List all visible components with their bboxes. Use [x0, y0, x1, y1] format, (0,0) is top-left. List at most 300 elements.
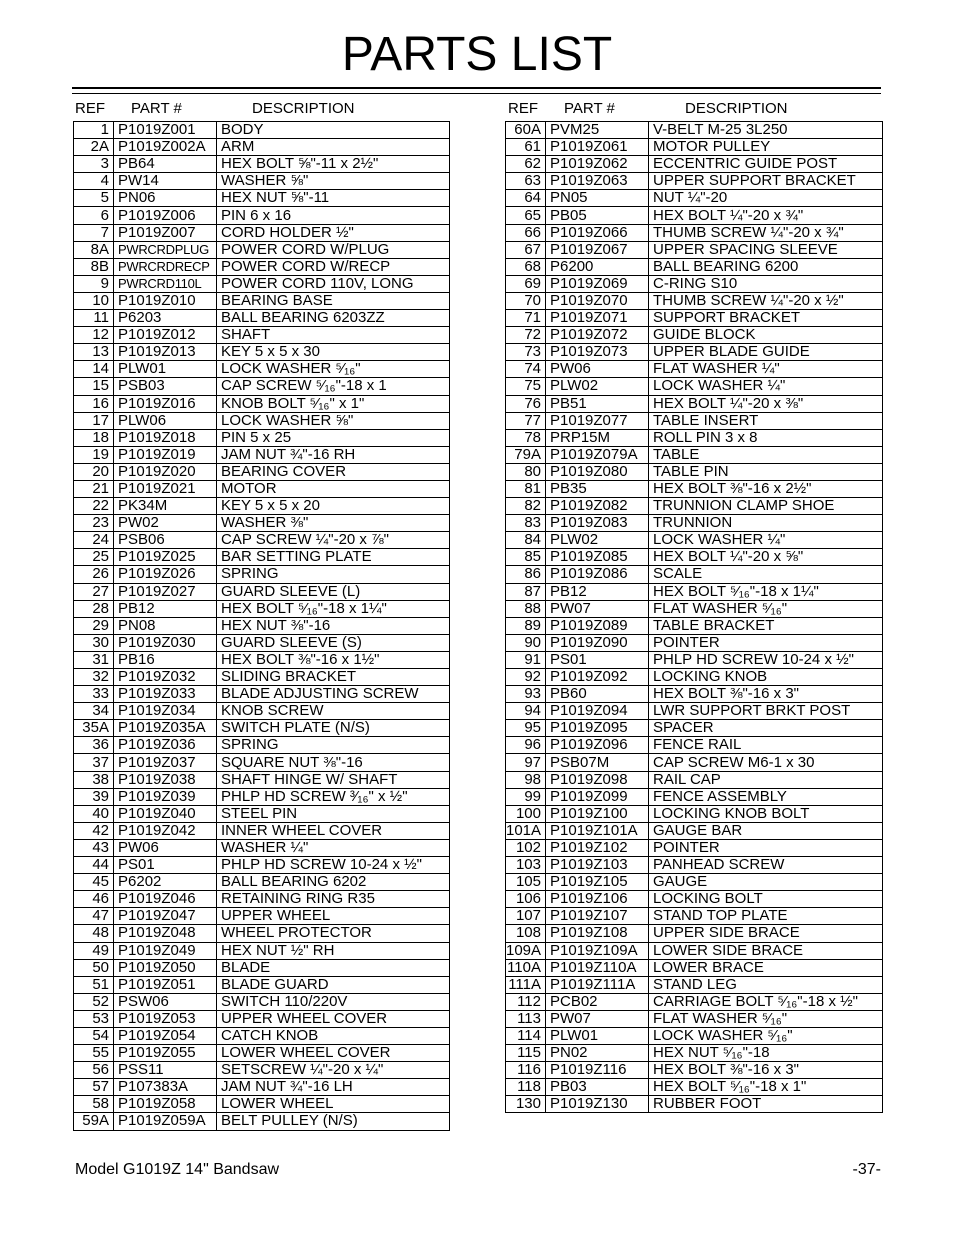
part-number-cell: PN08 — [114, 617, 217, 634]
description-cell: SCALE — [649, 566, 883, 583]
description-cell: GAUGE BAR — [649, 822, 883, 839]
description-cell: TRUNNION CLAMP SHOE — [649, 498, 883, 515]
table-row — [506, 480, 883, 497]
table-row — [506, 600, 883, 617]
ref-cell: 80 — [506, 463, 546, 480]
description-cell: STAND TOP PLATE — [649, 908, 883, 925]
part-number-cell: PLW06 — [114, 412, 217, 429]
table-row — [506, 1010, 883, 1027]
ref-cell: 14 — [74, 361, 114, 378]
ref-cell: 74 — [506, 361, 546, 378]
ref-cell: 95 — [506, 720, 546, 737]
description-cell: LWR SUPPORT BRKT POST — [649, 703, 883, 720]
part-number-cell: P1019Z103 — [546, 857, 649, 874]
ref-cell: 22 — [74, 498, 114, 515]
table-row — [506, 275, 883, 292]
ref-cell: 72 — [506, 327, 546, 344]
ref-cell: 105 — [506, 874, 546, 891]
ref-cell: 67 — [506, 241, 546, 258]
description-cell: HEX NUT ½" RH — [217, 942, 450, 959]
part-number-cell: PN06 — [114, 190, 217, 207]
part-number-cell: PWRCRDRECP — [114, 258, 217, 275]
description-cell: POINTER — [649, 839, 883, 856]
part-number-cell: P1019Z086 — [546, 566, 649, 583]
part-number-cell: P1019Z030 — [114, 634, 217, 651]
part-number-cell: P1019Z050 — [114, 959, 217, 976]
table-row — [74, 857, 450, 874]
ref-cell: 93 — [506, 686, 546, 703]
description-cell: GAUGE — [649, 874, 883, 891]
description-cell: UPPER SIDE BRACE — [649, 925, 883, 942]
part-number-cell: PW07 — [546, 1010, 649, 1027]
description-cell: BALL BEARING 6203ZZ — [217, 310, 450, 327]
part-number-cell: P1019Z109A — [546, 942, 649, 959]
table-row — [74, 617, 450, 634]
description-cell: FLAT WASHER ⁵⁄₁₆" — [649, 600, 883, 617]
table-row — [74, 754, 450, 771]
part-number-cell: PLW02 — [546, 378, 649, 395]
description-cell: POWER CORD W/PLUG — [217, 241, 450, 258]
part-number-cell: PN05 — [546, 190, 649, 207]
part-number-cell: P1019Z073 — [546, 344, 649, 361]
part-number-cell: P1019Z116 — [546, 1062, 649, 1079]
part-number-cell: P1019Z002A — [114, 139, 217, 156]
table-row — [74, 634, 450, 651]
table-row — [506, 703, 883, 720]
ref-cell: 113 — [506, 1010, 546, 1027]
ref-cell: 46 — [74, 891, 114, 908]
table-row — [506, 224, 883, 241]
table-row — [74, 805, 450, 822]
part-number-cell: P1019Z077 — [546, 412, 649, 429]
table-row — [74, 1096, 450, 1113]
description-cell: THUMB SCREW ¼"-20 x ¾" — [649, 224, 883, 241]
description-cell: SUPPORT BRACKET — [649, 310, 883, 327]
part-number-cell: P1019Z051 — [114, 976, 217, 993]
part-number-cell: P1019Z026 — [114, 566, 217, 583]
ref-cell: 5 — [74, 190, 114, 207]
part-number-cell: PB03 — [546, 1079, 649, 1096]
part-number-cell: P1019Z062 — [546, 156, 649, 173]
part-number-cell: P1019Z027 — [114, 583, 217, 600]
description-cell: HEX BOLT ⅜"-16 x 3" — [649, 1062, 883, 1079]
description-cell: LOWER WHEEL — [217, 1096, 450, 1113]
ref-cell: 17 — [74, 412, 114, 429]
description-cell: LOCKING KNOB — [649, 669, 883, 686]
description-cell: ECCENTRIC GUIDE POST — [649, 156, 883, 173]
table-row — [74, 292, 450, 309]
part-number-cell: P1019Z079A — [546, 446, 649, 463]
part-number-cell: P1019Z105 — [546, 874, 649, 891]
description-cell: C-RING S10 — [649, 275, 883, 292]
table-row — [506, 822, 883, 839]
part-number-cell: PB12 — [114, 600, 217, 617]
description-cell: HEX BOLT ¼"-20 x ⅝" — [649, 549, 883, 566]
description-cell: KNOB BOLT ⁵⁄₁₆" x 1" — [217, 395, 450, 412]
part-number-cell: P6200 — [546, 258, 649, 275]
ref-cell: 57 — [74, 1079, 114, 1096]
part-number-cell: P1019Z069 — [546, 275, 649, 292]
table-row — [506, 515, 883, 532]
description-cell: HEX BOLT ⅝"-11 x 2½" — [217, 156, 450, 173]
description-cell: HEX NUT ⅝"-11 — [217, 190, 450, 207]
table-row — [74, 463, 450, 480]
part-number-cell: PB51 — [546, 395, 649, 412]
ref-cell: 50 — [74, 959, 114, 976]
description-cell: FENCE ASSEMBLY — [649, 788, 883, 805]
table-row — [506, 805, 883, 822]
ref-cell: 12 — [74, 327, 114, 344]
description-cell: KEY 5 x 5 x 20 — [217, 498, 450, 515]
table-row — [74, 361, 450, 378]
description-cell: FENCE RAIL — [649, 737, 883, 754]
table-row — [506, 549, 883, 566]
ref-cell: 42 — [74, 822, 114, 839]
description-cell: SWITCH 110/220V — [217, 993, 450, 1010]
ref-cell: 8B — [74, 258, 114, 275]
part-number-cell: P1019Z025 — [114, 549, 217, 566]
description-cell: CAP SCREW ⁵⁄₁₆"-18 x 1 — [217, 378, 450, 395]
ref-cell: 60A — [506, 122, 546, 139]
ref-cell: 75 — [506, 378, 546, 395]
table-row — [74, 788, 450, 805]
part-number-cell: P1019Z046 — [114, 891, 217, 908]
ref-cell: 83 — [506, 515, 546, 532]
ref-cell: 18 — [74, 429, 114, 446]
table-row — [506, 1062, 883, 1079]
table-row — [506, 532, 883, 549]
description-cell: LOWER SIDE BRACE — [649, 942, 883, 959]
part-number-cell: P1019Z083 — [546, 515, 649, 532]
table-row — [506, 908, 883, 925]
table-row — [74, 156, 450, 173]
ref-cell: 130 — [506, 1096, 546, 1113]
table-row — [506, 686, 883, 703]
ref-cell: 81 — [506, 480, 546, 497]
description-cell: JAM NUT ¾"-16 RH — [217, 446, 450, 463]
description-cell: SPRING — [217, 566, 450, 583]
ref-cell: 2A — [74, 139, 114, 156]
table-row — [74, 737, 450, 754]
description-cell: PHLP HD SCREW ³⁄₁₆" x ½" — [217, 788, 450, 805]
part-number-cell: PLW02 — [546, 532, 649, 549]
description-cell: ROLL PIN 3 x 8 — [649, 429, 883, 446]
ref-cell: 20 — [74, 463, 114, 480]
description-cell: KEY 5 x 5 x 30 — [217, 344, 450, 361]
description-cell: HEX BOLT ⅜"-16 x 2½" — [649, 480, 883, 497]
table-row — [506, 959, 883, 976]
ref-cell: 96 — [506, 737, 546, 754]
description-cell: BLADE ADJUSTING SCREW — [217, 686, 450, 703]
description-cell: INNER WHEEL COVER — [217, 822, 450, 839]
table-row — [506, 1096, 883, 1113]
right-parts-table — [505, 121, 883, 1113]
part-number-cell: P1019Z101A — [546, 822, 649, 839]
ref-cell: 66 — [506, 224, 546, 241]
part-number-cell: PK34M — [114, 498, 217, 515]
part-number-cell: P1019Z106 — [546, 891, 649, 908]
ref-cell: 61 — [506, 139, 546, 156]
table-row — [506, 463, 883, 480]
ref-cell: 55 — [74, 1045, 114, 1062]
table-row — [74, 720, 450, 737]
description-cell: CAP SCREW ¼"-20 x ⅞" — [217, 532, 450, 549]
ref-cell: 26 — [74, 566, 114, 583]
description-cell: CAP SCREW M6-1 x 30 — [649, 754, 883, 771]
table-row — [74, 378, 450, 395]
description-cell: TABLE INSERT — [649, 412, 883, 429]
table-row — [74, 310, 450, 327]
table-row — [506, 429, 883, 446]
table-row — [74, 241, 450, 258]
ref-cell: 87 — [506, 583, 546, 600]
table-row — [506, 617, 883, 634]
table-row — [74, 686, 450, 703]
ref-cell: 108 — [506, 925, 546, 942]
ref-cell: 4 — [74, 173, 114, 190]
table-row — [506, 788, 883, 805]
part-number-cell: P1019Z037 — [114, 754, 217, 771]
table-row — [74, 839, 450, 856]
ref-cell: 84 — [506, 532, 546, 549]
description-cell: STEEL PIN — [217, 805, 450, 822]
footer-model: Model G1019Z 14" Bandsaw — [75, 1161, 280, 1178]
description-cell: UPPER SPACING SLEEVE — [649, 241, 883, 258]
table-row — [74, 583, 450, 600]
part-number-cell: PWRCRD110L — [114, 275, 217, 292]
title-rule-thin — [72, 93, 881, 94]
table-row — [506, 190, 883, 207]
ref-cell: 11 — [74, 310, 114, 327]
description-cell: KNOB SCREW — [217, 703, 450, 720]
part-number-cell: P1019Z082 — [546, 498, 649, 515]
table-row — [74, 908, 450, 925]
table-row — [506, 156, 883, 173]
part-number-cell: PW06 — [546, 361, 649, 378]
table-row — [506, 122, 883, 139]
description-cell: LOWER WHEEL COVER — [217, 1045, 450, 1062]
right-header-desc: DESCRIPTION — [685, 100, 788, 117]
description-cell: GUARD SLEEVE (S) — [217, 634, 450, 651]
part-number-cell: P1019Z012 — [114, 327, 217, 344]
part-number-cell: P1019Z096 — [546, 737, 649, 754]
part-number-cell: P1019Z110A — [546, 959, 649, 976]
description-cell: SPRING — [217, 737, 450, 754]
part-number-cell: P1019Z036 — [114, 737, 217, 754]
ref-cell: 63 — [506, 173, 546, 190]
table-row — [506, 566, 883, 583]
ref-cell: 94 — [506, 703, 546, 720]
table-row — [506, 942, 883, 959]
part-number-cell: P1019Z130 — [546, 1096, 649, 1113]
description-cell: BLADE — [217, 959, 450, 976]
description-cell: LOCK WASHER ⁵⁄₁₆" — [217, 361, 450, 378]
description-cell: WASHER ⅝" — [217, 173, 450, 190]
part-number-cell: PSB07M — [546, 754, 649, 771]
description-cell: PIN 5 x 25 — [217, 429, 450, 446]
ref-cell: 118 — [506, 1079, 546, 1096]
description-cell: BALL BEARING 6202 — [217, 874, 450, 891]
part-number-cell: PN02 — [546, 1045, 649, 1062]
ref-cell: 7 — [74, 224, 114, 241]
description-cell: PIN 6 x 16 — [217, 207, 450, 224]
table-row — [74, 412, 450, 429]
table-row — [506, 874, 883, 891]
ref-cell: 100 — [506, 805, 546, 822]
part-number-cell: PSB06 — [114, 532, 217, 549]
part-number-cell: P1019Z063 — [546, 173, 649, 190]
ref-cell: 116 — [506, 1062, 546, 1079]
description-cell: POWER CORD 110V, LONG — [217, 275, 450, 292]
ref-cell: 90 — [506, 634, 546, 651]
ref-cell: 39 — [74, 788, 114, 805]
part-number-cell: PB60 — [546, 686, 649, 703]
table-row — [74, 891, 450, 908]
table-row — [74, 1027, 450, 1044]
part-number-cell: P1019Z018 — [114, 429, 217, 446]
part-number-cell: P1019Z107 — [546, 908, 649, 925]
ref-cell: 102 — [506, 839, 546, 856]
part-number-cell: P6203 — [114, 310, 217, 327]
part-number-cell: P107383A — [114, 1079, 217, 1096]
part-number-cell: PB12 — [546, 583, 649, 600]
ref-cell: 36 — [74, 737, 114, 754]
description-cell: STAND LEG — [649, 976, 883, 993]
left-parts-table — [73, 121, 450, 1131]
description-cell: MOTOR PULLEY — [649, 139, 883, 156]
table-row — [74, 703, 450, 720]
table-row — [506, 634, 883, 651]
part-number-cell: P1019Z021 — [114, 480, 217, 497]
table-row — [506, 771, 883, 788]
table-row — [506, 241, 883, 258]
table-row — [506, 446, 883, 463]
footer-page-number: -37- — [852, 1161, 881, 1178]
part-number-cell: P1019Z102 — [546, 839, 649, 856]
table-row — [74, 207, 450, 224]
description-cell: SPACER — [649, 720, 883, 737]
description-cell: MOTOR — [217, 480, 450, 497]
description-cell: UPPER WHEEL — [217, 908, 450, 925]
part-number-cell: P1019Z035A — [114, 720, 217, 737]
part-number-cell: PLW01 — [546, 1027, 649, 1044]
table-row — [74, 429, 450, 446]
part-number-cell: P1019Z089 — [546, 617, 649, 634]
table-row — [74, 874, 450, 891]
ref-cell: 68 — [506, 258, 546, 275]
description-cell: BEARING BASE — [217, 292, 450, 309]
ref-cell: 115 — [506, 1045, 546, 1062]
part-number-cell: P1019Z055 — [114, 1045, 217, 1062]
ref-cell: 33 — [74, 686, 114, 703]
description-cell: BELT PULLEY (N/S) — [217, 1113, 450, 1130]
ref-cell: 112 — [506, 993, 546, 1010]
ref-cell: 29 — [74, 617, 114, 634]
ref-cell: 56 — [74, 1062, 114, 1079]
table-row — [506, 310, 883, 327]
description-cell: LOCK WASHER ¼" — [649, 532, 883, 549]
table-row — [506, 976, 883, 993]
part-number-cell: P1019Z095 — [546, 720, 649, 737]
part-number-cell: P1019Z054 — [114, 1027, 217, 1044]
right-header-ref: REF — [508, 100, 538, 117]
ref-cell: 19 — [74, 446, 114, 463]
ref-cell: 52 — [74, 993, 114, 1010]
table-row — [506, 1045, 883, 1062]
part-number-cell: P1019Z090 — [546, 634, 649, 651]
ref-cell: 65 — [506, 207, 546, 224]
description-cell: TABLE PIN — [649, 463, 883, 480]
part-number-cell: P1019Z061 — [546, 139, 649, 156]
part-number-cell: P1019Z047 — [114, 908, 217, 925]
table-row — [506, 378, 883, 395]
part-number-cell: P1019Z013 — [114, 344, 217, 361]
ref-cell: 71 — [506, 310, 546, 327]
description-cell: JAM NUT ¾"-16 LH — [217, 1079, 450, 1096]
ref-cell: 25 — [74, 549, 114, 566]
table-row — [74, 976, 450, 993]
part-number-cell: P1019Z059A — [114, 1113, 217, 1130]
description-cell: ARM — [217, 139, 450, 156]
description-cell: RETAINING RING R35 — [217, 891, 450, 908]
table-row — [74, 515, 450, 532]
table-row — [506, 754, 883, 771]
ref-cell: 103 — [506, 857, 546, 874]
part-number-cell: P1019Z100 — [546, 805, 649, 822]
table-row — [74, 327, 450, 344]
table-row — [74, 395, 450, 412]
left-header-ref: REF — [75, 100, 105, 117]
ref-cell: 48 — [74, 925, 114, 942]
table-row — [506, 327, 883, 344]
table-row — [506, 412, 883, 429]
part-number-cell: P1019Z016 — [114, 395, 217, 412]
description-cell: GUIDE BLOCK — [649, 327, 883, 344]
table-row — [506, 361, 883, 378]
description-cell: SQUARE NUT ⅜"-16 — [217, 754, 450, 771]
table-row — [74, 1113, 450, 1130]
part-number-cell: P1019Z071 — [546, 310, 649, 327]
table-row — [74, 446, 450, 463]
table-row — [74, 224, 450, 241]
part-number-cell: P1019Z072 — [546, 327, 649, 344]
description-cell: HEX BOLT ¼"-20 x ¾" — [649, 207, 883, 224]
part-number-cell: P1019Z066 — [546, 224, 649, 241]
description-cell: LOCKING KNOB BOLT — [649, 805, 883, 822]
ref-cell: 28 — [74, 600, 114, 617]
ref-cell: 110A — [506, 959, 546, 976]
ref-cell: 16 — [74, 395, 114, 412]
description-cell: RUBBER FOOT — [649, 1096, 883, 1113]
description-cell: BAR SETTING PLATE — [217, 549, 450, 566]
ref-cell: 58 — [74, 1096, 114, 1113]
table-row — [74, 669, 450, 686]
description-cell: SETSCREW ¼"-20 x ¼" — [217, 1062, 450, 1079]
description-cell: POWER CORD W/RECP — [217, 258, 450, 275]
ref-cell: 99 — [506, 788, 546, 805]
left-header-desc: DESCRIPTION — [252, 100, 355, 117]
table-row — [506, 583, 883, 600]
part-number-cell: PWRCRDPLUG — [114, 241, 217, 258]
page-title: PARTS LIST — [341, 28, 613, 81]
description-cell: HEX NUT ⅜"-16 — [217, 617, 450, 634]
table-row — [74, 344, 450, 361]
table-row — [74, 480, 450, 497]
table-row — [506, 891, 883, 908]
description-cell: BEARING COVER — [217, 463, 450, 480]
table-row — [506, 344, 883, 361]
ref-cell: 27 — [74, 583, 114, 600]
